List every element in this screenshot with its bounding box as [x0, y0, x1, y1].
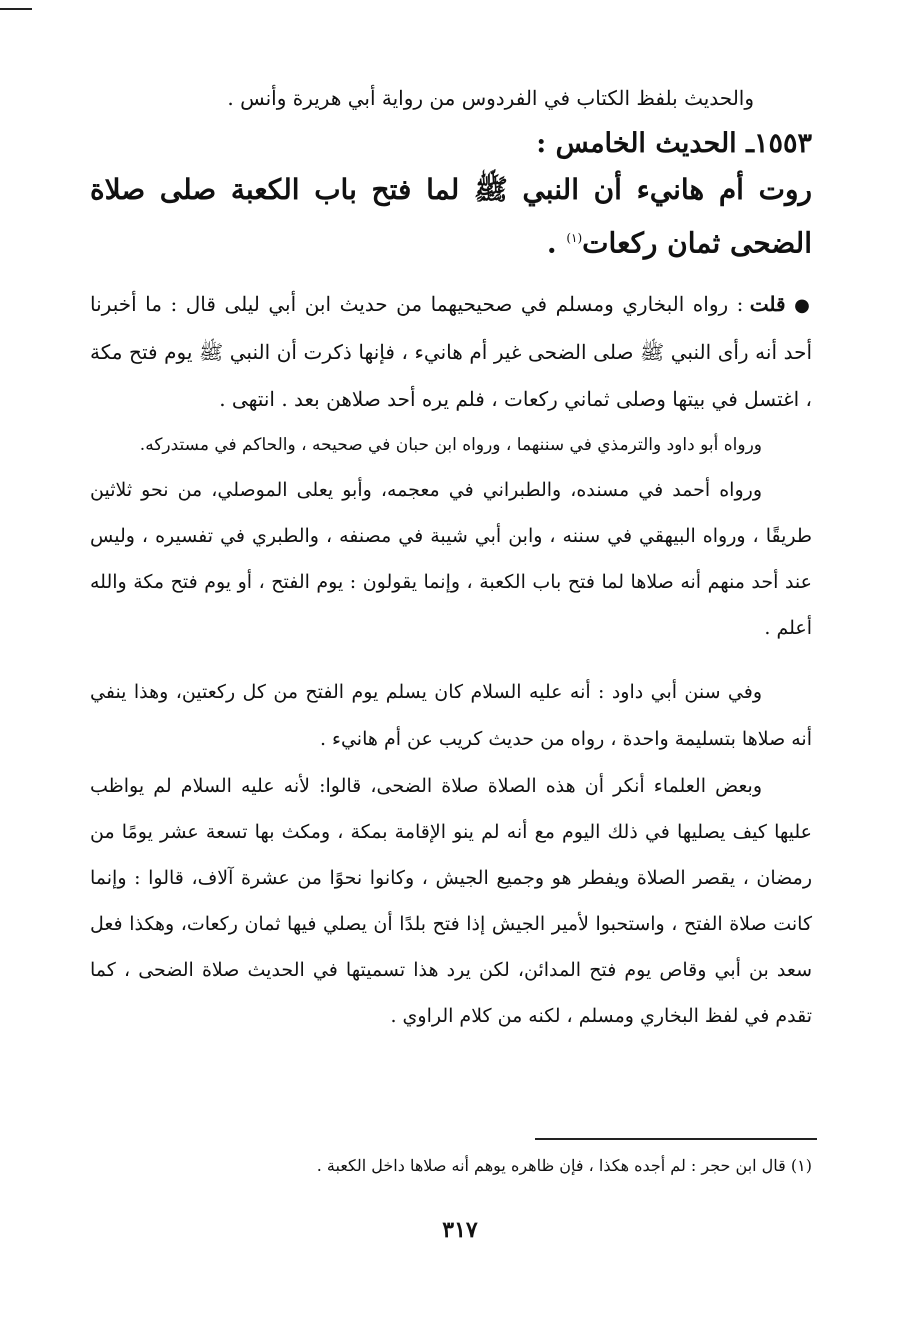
qult-text: : رواه البخاري ومسلم في صحيحيهما من حديث ابن أبي ليلى قال : ما أخبرنا أحد أنه رأى النبي ﷺ صلى الضحى غير أم هانيء ، فإنها ذكرت أن النبي ﷺ يوم فتح مكة ، اغتسل في بيتها وصلى ثماني ركعات ، فلم يره أحد صلاهن بعد . انتهى . [90, 292, 812, 412]
footnote: (١) قال ابن حجر : لم أجده هكذا ، فإن ظاهره يوهم أنه صلاها داخل الكعبة . [316, 1156, 812, 1175]
bullet-icon: ● [794, 295, 812, 317]
qult-label: قلت [749, 292, 786, 317]
ulama-paragraph: وبعض العلماء أنكر أن هذه الصلاة صلاة الضحى، قالوا: لأنه عليه السلام لم يواظب عليها كيف يصليها في ذلك اليوم مع أنه لم ينو الإقامة بمكة ، ومكث بها تسعة عشر يومًا من رمضان ، يقصر الصلاة ويفطر هو وجميع الجيش ، وكانوا نحوًا من عشرة آلاف، قالوا : وإنما كانت صلاة الفتح ، واستحبوا لأمير الجيش إذا فتح بلدًا أن يصلي فيها ثمان ركعات، وهكذا فعل سعد بن أبي وقاص يوم فتح المدائن، لكن يرد هذا تسميتها في الحديث صلاة الضحى ، كما تقدم في لفظ البخاري ومسلم ، لكنه من كلام الراوي . [90, 775, 812, 1028]
page-number: ٣١٧ [442, 1217, 478, 1243]
hadith-text [90, 166, 812, 267]
ahmad-paragraph: ورواه أحمد في مسنده، والطبراني في معجمه، وأبو يعلى الموصلي، من نحو ثلاثين طريقًا ، ورواه البيهقي في سننه ، وابن أبي شيبة في مصنفه ، والطبري في تفسيره ، وليس عند أحد منهم أنه صلاها لما فتح باب الكعبة ، وإنما يقولون : يوم الفتح ، أو يوم فتح مكة والله أعلم . [90, 479, 812, 640]
hadith-text-body: روت أم هانيء أن النبي ﷺ لما فتح باب الكعبة صلى صلاة الضحى ثمان ركعات [90, 173, 812, 260]
intro-line: والحديث بلفظ الكتاب في الفردوس من رواية أبي هريرة وأنس . [227, 86, 754, 110]
page-body [90, 78, 812, 1039]
hadith-heading: ١٥٥٣ـ الحديث الخامس : [536, 128, 812, 159]
sunan-paragraph: وفي سنن أبي داود : أنه عليه السلام كان يسلم يوم الفتح من كل ركعتين، وهذا ينفي أنه صلاها بتسليمة واحدة ، رواه من حديث كريب عن أم هانيء . [90, 681, 812, 751]
hadith-text-end: . [546, 226, 567, 260]
footnote-marker: (١) [566, 231, 583, 245]
abudawud-paragraph: ورواه أبو داود والترمذي في سننهما ، ورواه ابن حبان في صحيحه ، والحاكم في مستدركه. [139, 435, 762, 456]
qult-paragraph [90, 281, 812, 423]
footnote-rule [535, 1138, 817, 1140]
corner-mark [0, 8, 32, 10]
